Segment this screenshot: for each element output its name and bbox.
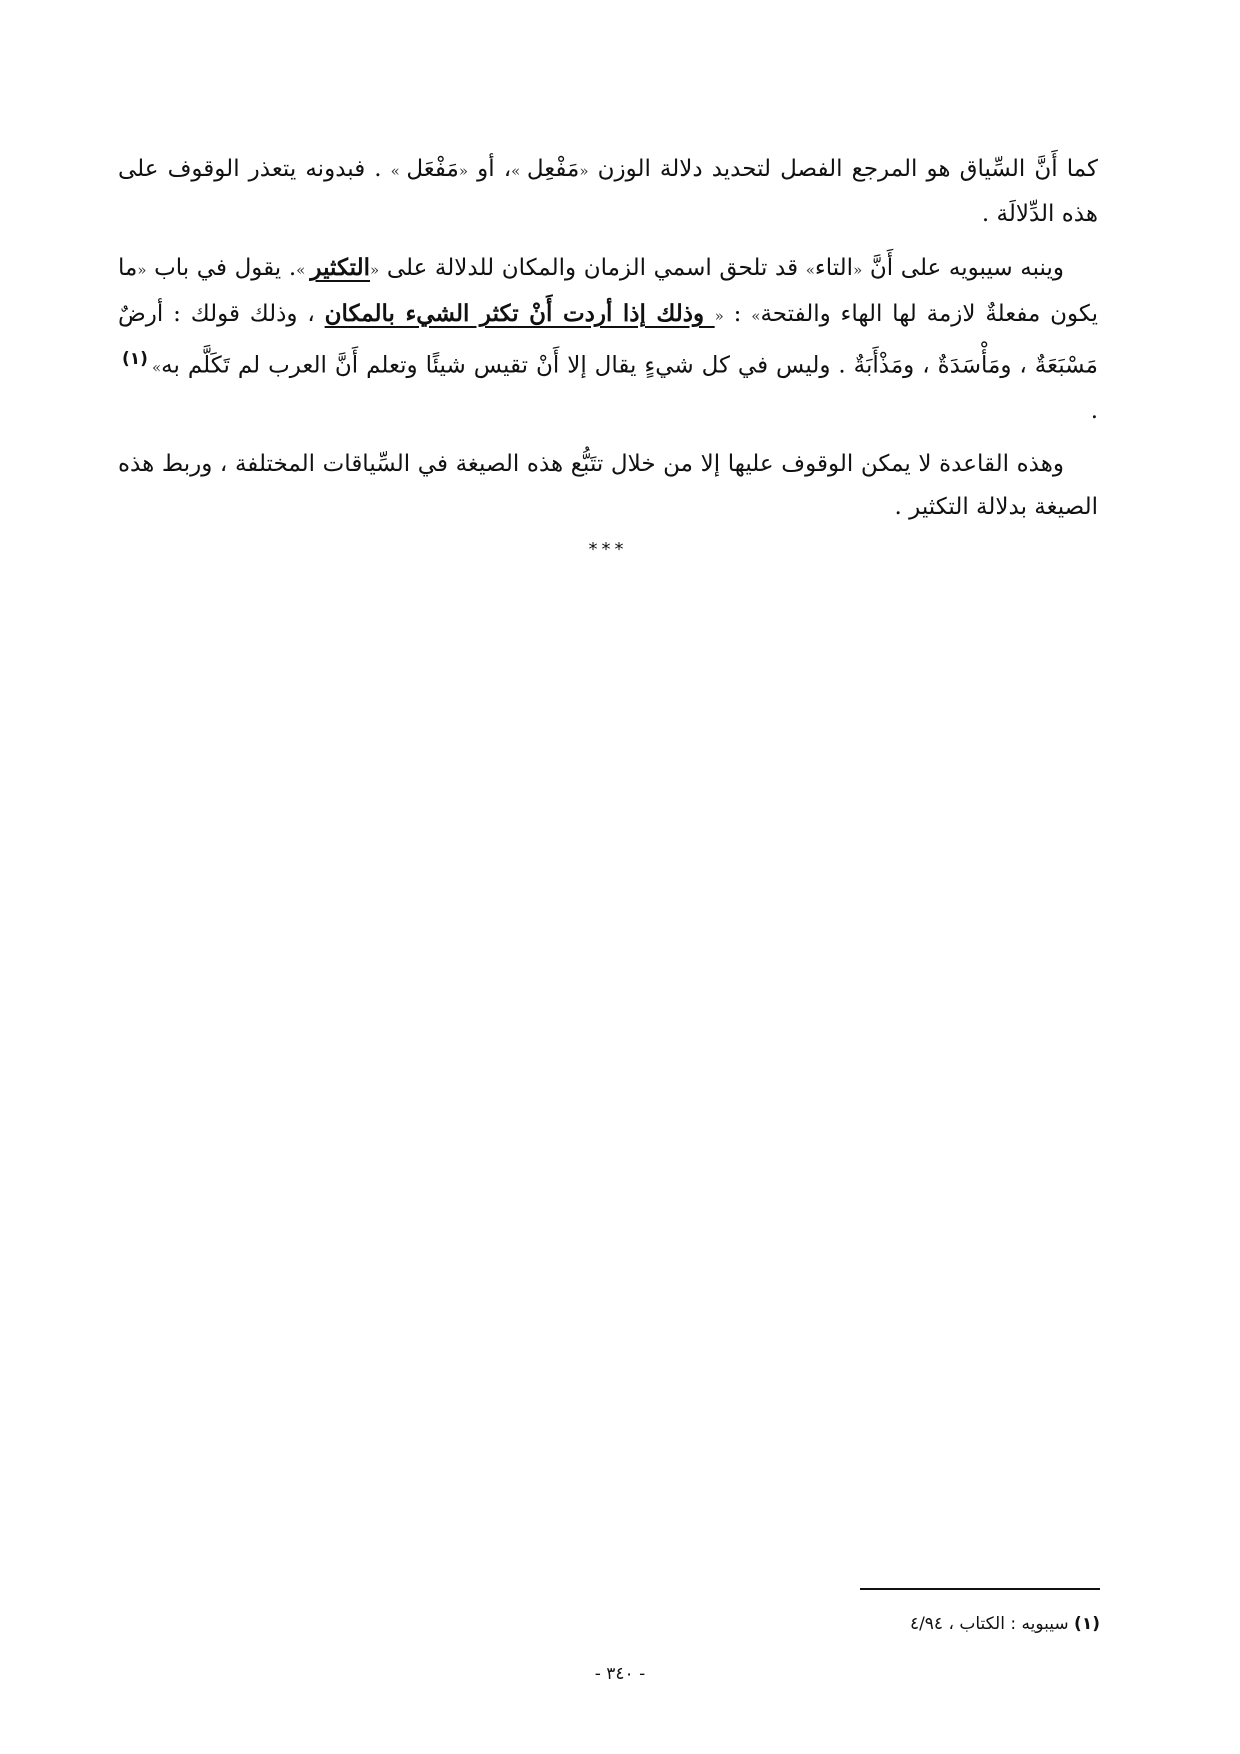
paragraph-text: . يقول في باب [146, 255, 297, 281]
paragraph-text: . فبدونه يتعذر الوقوف على هذه الدِّلالَة . [118, 156, 1098, 227]
paragraph-text: ، أو [468, 156, 512, 182]
quote-mark: » [805, 261, 815, 279]
paragraph-1 [118, 148, 1098, 236]
paragraph-text: مَفْعَل [406, 156, 459, 182]
footnote-divider [860, 1588, 1100, 1590]
quote-mark: » [151, 358, 162, 377]
paragraph-3 [118, 443, 1098, 529]
footnote [600, 1614, 1100, 1634]
paragraph-text: وهذه القاعدة لا يمكن الوقوف عليها إلا من خلال تتَبُّع هذه الصيغة في السِّياقات المختلفة ، وربط هذه الصيغة بدلالة التكثير . [118, 450, 1098, 520]
footnote-number: (١) [1074, 1614, 1100, 1634]
paragraph-2 [118, 246, 1098, 433]
emphasized-quote: وذلك إذا أردت أَنْ تكثر الشيء بالمكان [324, 300, 715, 327]
chapter-title-quote: ما يكون مفعلةٌ لازمة لها الهاء والفتحة [118, 255, 1099, 327]
paragraph-text: ، وذلك قولك : أرضٌ مَسْبَعَةٌ ، ومَأْسَدَةٌ ، ومَذْأَبَةٌ . وليس في كل شيءٍ يقال إلا أَنْ تقيس شيئًا وتعلم أَنَّ العرب لم تَكَلَّم به [118, 301, 1098, 379]
quote-mark: » [751, 307, 761, 325]
quote-mark: » [296, 261, 311, 279]
section-separator: *** [588, 538, 628, 560]
page-number: - ٣٤٠ - [594, 1664, 646, 1684]
quote-mark: « [370, 261, 380, 279]
footnote-text: سيبويه : الكتاب ، ٤/٩٤ [909, 1614, 1075, 1634]
paragraph-text: وينبه سيبويه على أَنَّ [862, 255, 1064, 281]
quote-mark: » [390, 162, 407, 180]
quote-mark: « [579, 162, 589, 180]
paragraph-text: : [723, 301, 752, 327]
emphasized-term: التكثير [310, 254, 371, 281]
quote-mark: « [458, 162, 469, 180]
paragraph-text: التاء [814, 255, 854, 281]
paragraph-text: كما أَنَّ السِّياق هو المرجع الفصل لتحديد دلالة الوزن [588, 156, 1098, 182]
quote-mark: « [137, 261, 147, 279]
paragraph-text: . [1090, 397, 1098, 424]
footnote-reference[interactable]: (١) [122, 349, 148, 369]
paragraph-text: مَفْعِل [526, 156, 580, 182]
quote-mark: » [511, 162, 527, 180]
paragraph-text: قد تلحق اسمي الزمان والمكان للدلالة على [379, 255, 806, 281]
quote-mark: « [853, 261, 863, 279]
document-body [118, 148, 1098, 560]
quote-mark: « [714, 307, 724, 325]
